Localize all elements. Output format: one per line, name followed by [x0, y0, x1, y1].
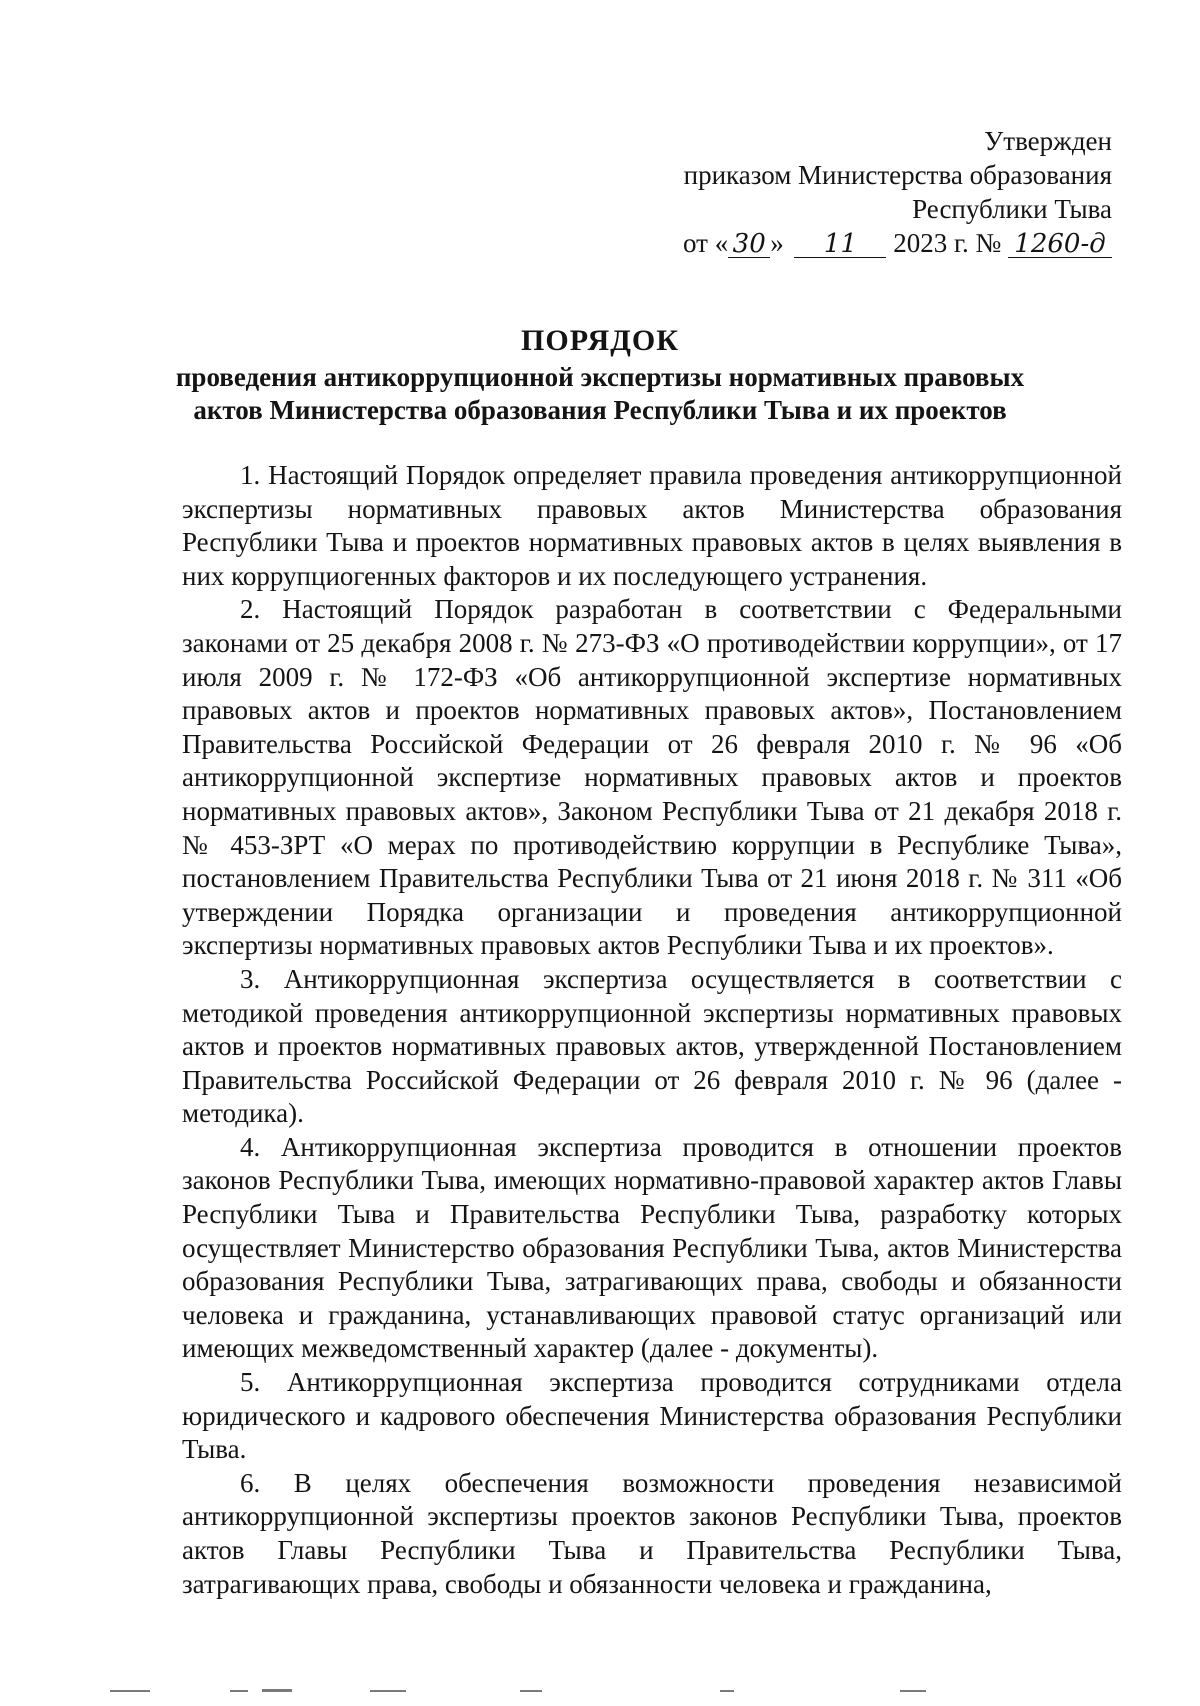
- handwritten-order-number: 1260-д: [1008, 231, 1112, 258]
- subtitle-line-2: актов Министерства образования Республики Тыва и их проектов: [193, 395, 1007, 425]
- paragraph-1: 1. Настоящий Порядок определяет правила проведения антикоррупционной экспертизы нормативных правовых актов Министерства образования Республики Тыва и проектов нормативных правовых актов в целях выявления в них коррупциогенных факторов и их последующего устранения.: [182, 460, 1122, 591]
- handwritten-month: 11: [794, 231, 886, 258]
- approval-date-line: [683, 226, 1112, 260]
- paragraph-6: 6. В целях обеспечения возможности проведения независимой антикоррупционной экспертизы проектов законов Республики Тыва, проектов актов Главы Республики Тыва и Правительства Республики Тыва, затрагивающих права, свободы и обязанности человека и гражданина,: [182, 1467, 1122, 1599]
- approval-line-approved: Утвержден: [984, 126, 1112, 156]
- approval-block: [683, 124, 1112, 260]
- subtitle-line-1: проведения антикоррупционной экспертизы нормативных правовых: [175, 362, 1025, 392]
- paragraph-4: 4. Антикоррупционная экспертиза проводится в отношении проектов законов Республики Тыва, имеющих нормативно-правовой характер актов Главы Республики Тыва и Правительства Республики Тыва, разработку которых осуществляет Министерство образования Республики Тыва, актов Министерства образования Республики Тыва, затрагивающих права, свободы и обязанности человека и гражданина, устанавливающих правовой статус организаций или имеющих межведомственный характер (далее - документы).: [182, 1131, 1122, 1364]
- date-year: 2023 г. №: [893, 228, 1002, 258]
- document-body: [182, 459, 1122, 1601]
- scan-noise-artifact: [0, 1684, 1200, 1698]
- paragraph-2: 2. Настоящий Порядок разработан в соответствии с Федеральными законами от 25 декабря 2008 г. № 273-ФЗ «О противодействии коррупции», от 17 июля 2009 г. № 172-ФЗ «Об антикоррупционной экспертизе нормативных правовых актов и проектов нормативных правовых актов», Постановлением Правительства Российской Федерации от 26 февраля 2010 г. № 96 «Об антикоррупционной экспертизе нормативных правовых актов и проектов нормативных правовых актов», Законом Республики Тыва от 21 декабря 2018 г. № 453-ЗРТ «О мерах по противодействию коррупции в Республике Тыва», постановлением Правительства Республики Тыва от 21 июня 2018 г. № 311 «Об утверждении Порядка организации и проведения антикоррупционной экспертизы нормативных правовых актов Республики Тыва и их проектов».: [182, 594, 1122, 961]
- approval-line-order: приказом Министерства образования: [683, 160, 1112, 190]
- date-prefix: от «: [683, 228, 729, 258]
- document-subtitle: [120, 361, 1080, 427]
- handwritten-day: 30: [728, 231, 770, 258]
- approval-line-republic: Республики Тыва: [912, 194, 1112, 224]
- paragraph-3: 3. Антикоррупционная экспертиза осуществляется в соответствии с методикой проведения антикоррупционной экспертизы нормативных правовых актов и проектов нормативных правовых актов, утвержденной Постановлением Правительства Российской Федерации от 26 февраля 2010 г. № 96 (далее - методика).: [182, 963, 1122, 1129]
- paragraph-5: 5. Антикоррупционная экспертиза проводится сотрудниками отдела юридического и кадрового обеспечения Министерства образования Республики Тыва.: [182, 1367, 1122, 1465]
- date-mid: »: [770, 228, 784, 258]
- document-title: ПОРЯДОК: [521, 324, 679, 357]
